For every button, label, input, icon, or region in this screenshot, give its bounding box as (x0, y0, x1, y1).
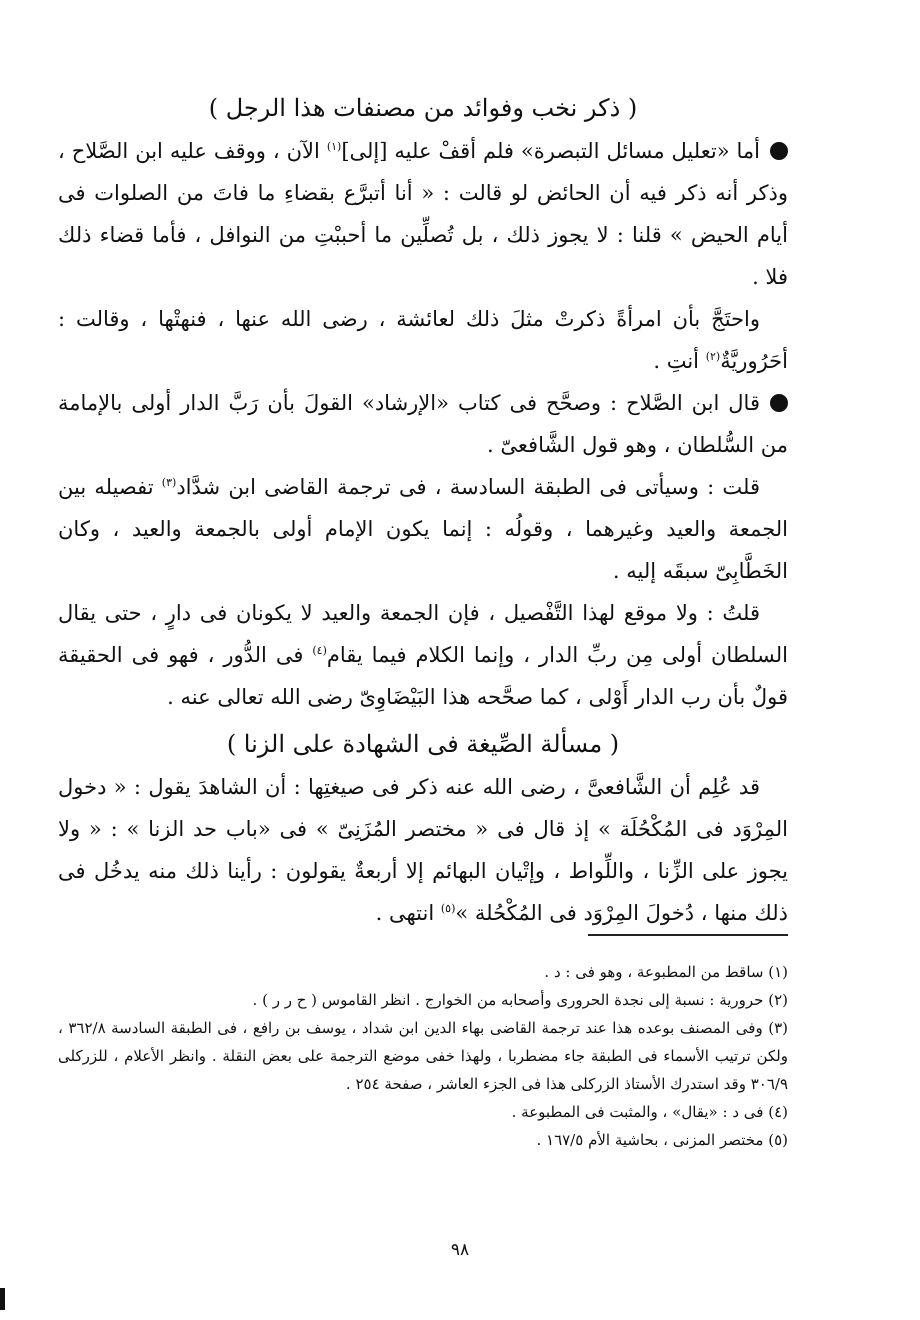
paragraph-4-text-b: تفصيله بين الجمعة والعيد وغيرهما ، وقولُه : إنما يكون الإمام أولى بالجمعة والعيد ، وكان الخَطَّابِىّ سبقَه إليه . (58, 475, 788, 583)
paragraph-5-text-b: فى الدُّور ، فهو فى الحقيقة قولٌ بأن رب الدار أَوْلى ، كما صحَّحه هذا البَيْضَاوِىّ رضى الله تعالى عنه . (58, 643, 788, 709)
paragraph-5-text-a: قلتُ : ولا موقع لهذا التَّفْصيل ، فإن الجمعة والعيد لا يكونان فى دارٍ ، حتى يقال السلطان أولى مِن ربِّ الدار ، وإنما الكلام فيما يقام (58, 601, 788, 667)
paragraph-6-text-b: انتهى . (375, 901, 441, 925)
paragraph-6 (58, 766, 788, 934)
section-heading-1: ( ذكر نخب وفوائد من مصنفات هذا الرجل ) (208, 94, 638, 122)
paragraph-1-text-a: أما «تعليل مسائل التبصرة» فلم أقفْ عليه [إلى] (341, 139, 760, 163)
main-text (58, 82, 788, 934)
footnote-1: (١) ساقط من المطبوعة ، وهو فى : د . (544, 963, 788, 981)
footnote-3: (٣) وفى المصنف بوعده هذا عند ترجمة القاضى بهاء الدين ابن شداد ، يوسف بن رافع ، فى الطبقة السادسة ٣٦٢/٨ ، ولكن ترتيب الأسماء فى الطبقة جاء مضطربا ، ولهذا خفى موضع الترجمة على بعض النقلة . وانظر الأعلام ، للزركلى ٣٠٦/٩ وقد استدرك الأستاذ الزركلى هذا فى الجزء العاشر ، صفحة ٢٥٤ . (58, 1019, 788, 1093)
footnote-ref-2[interactable]: (٢) (705, 350, 721, 363)
footnote-5: (٥) مختصر المزنى ، بحاشية الأم ١٦٧/٥ . (536, 1131, 788, 1149)
footnote-2: (٢) حرورية : نسبة إلى نجدة الحرورى وأصحابه من الخوارج . انظر القاموس ( ح ر ر ) . (252, 991, 788, 1009)
footnote-4: (٤) فى د : «يقال» ، والمثبت فى المطبوعة . (511, 1103, 788, 1121)
paragraph-4 (58, 466, 788, 592)
paragraph-3 (58, 382, 788, 466)
paragraph-2-text-b: أنتِ . (653, 349, 706, 373)
footnotes (58, 958, 788, 1154)
bullet-icon (770, 394, 788, 412)
footnote-ref-4[interactable]: (٤) (312, 644, 327, 657)
section-heading-2: ( مسألة الصِّيغة فى الشهادة على الزنا ) (226, 730, 620, 758)
paragraph-2 (58, 298, 788, 382)
paragraph-1 (58, 130, 788, 298)
footnote-ref-3[interactable]: (٣) (161, 476, 177, 489)
paragraph-1-text-b: الآن ، ووقف عليه ابن الصَّلاح ، وذكر أنه ذكر فيه أن الحائض لو قالت : « أنا أتبرَّع بقضاءِ ما فاتَ من الصلوات فى أيام الحيض » قلنا : لا يجوز ذلك ، بل تُصلِّين ما أحببْتِ من النوافل ، فأما قضاء ذلك فلا . (58, 139, 788, 289)
footnote-divider (588, 934, 788, 936)
paragraph-5 (58, 592, 788, 718)
bullet-icon (770, 142, 788, 160)
footnote-ref-5[interactable]: (٥) (440, 902, 456, 915)
paragraph-3-text: قال ابن الصَّلاح : وصحَّح فى كتاب «الإرشاد» القولَ بأن رَبَّ الدار أولى بالإمامة من السُّلطان ، وهو قول الشَّافعىّ . (58, 391, 788, 457)
paragraph-4-text-a: قلت : وسيأتى فى الطبقة السادسة ، فى ترجمة القاضى ابن شدَّاد (176, 475, 760, 499)
page-number: ٩٨ (450, 1240, 470, 1260)
scan-edge-mark (0, 1288, 5, 1310)
paragraph-2-text-a: واحتَجَّ بأن امرأةً ذكرتْ مثلَ ذلك لعائشة ، رضى الله عنها ، فنهتْها ، وقالت : أحَرُوريَّةٌ (58, 307, 788, 373)
paragraph-6-text-a: قد عُلِم أن الشَّافعىَّ ، رضى الله عنه ذكر فى صيغتِها : أن الشاهدَ يقول : « دخول المِرْوَد فى المُكْحُلَة » إذ قال فى « مختصر المُزَنِىّ » فى «باب حد الزنا » : « ولا يجوز على الزِّنا ، واللِّواط ، وإتْيان البهائم إلا أربعةٌ يقولون : رأينا ذلك منه يدخُل فى ذلك منها ، دُخولَ المِرْوَد فى المُكْحُلة » (58, 775, 788, 925)
footnote-ref-1[interactable]: (١) (326, 140, 342, 153)
